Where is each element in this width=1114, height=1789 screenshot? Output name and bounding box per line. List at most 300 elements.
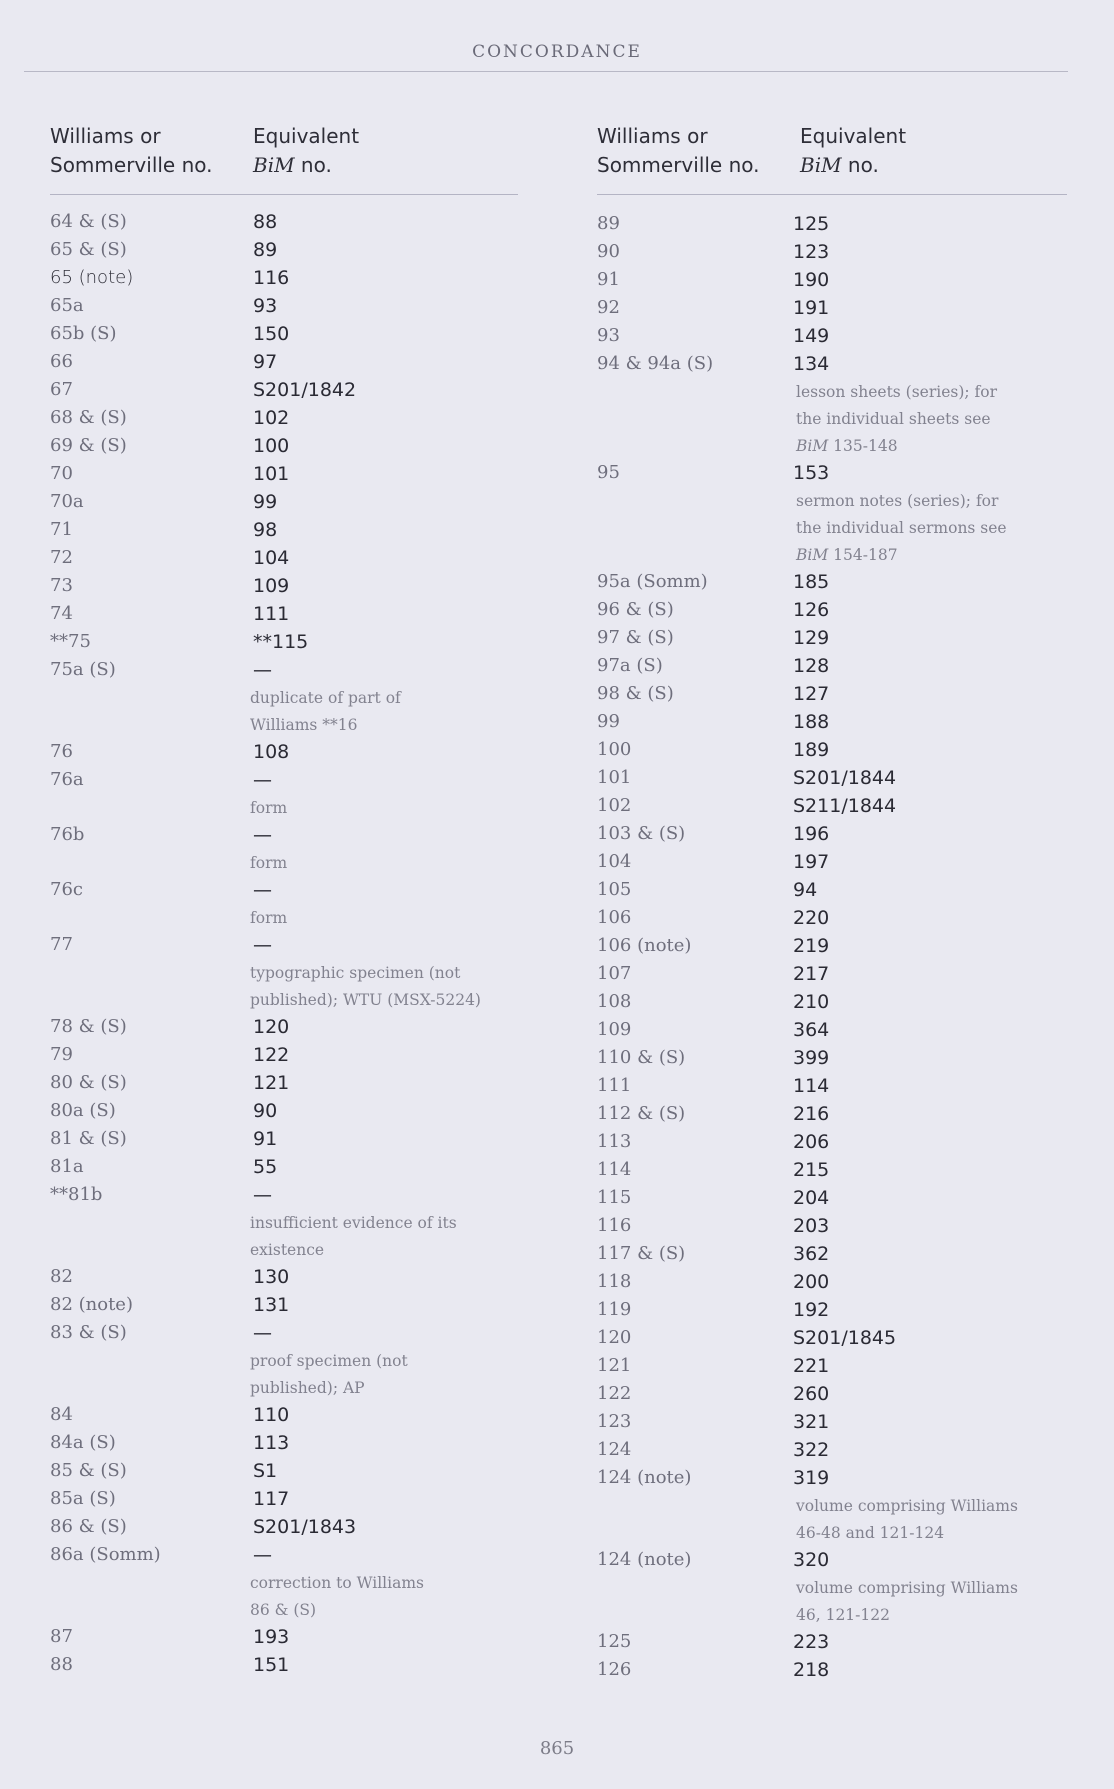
table-row <box>50 601 518 629</box>
williams-number: 90 <box>597 241 620 262</box>
bim-header-italic: BiM <box>800 153 842 177</box>
bim-number: — <box>253 1322 272 1344</box>
table-row <box>50 1458 518 1486</box>
williams-number: 65 (note) <box>50 267 134 288</box>
bim-number: 193 <box>253 1626 290 1648</box>
table-row <box>50 1126 518 1154</box>
williams-number: 71 <box>50 519 73 540</box>
row-note-line: typographic specimen (not <box>250 964 461 982</box>
bim-number: 120 <box>253 1016 290 1038</box>
table-row <box>597 653 1067 681</box>
bim-number: 151 <box>253 1654 290 1676</box>
table-row <box>50 209 518 237</box>
williams-number: 67 <box>50 379 73 400</box>
table-row <box>50 1624 518 1652</box>
williams-number: 123 <box>597 1411 632 1432</box>
table-row <box>50 1182 518 1210</box>
williams-number: 119 <box>597 1299 632 1320</box>
table-row <box>597 1409 1067 1437</box>
bim-number: 204 <box>793 1187 830 1209</box>
table-row <box>597 1353 1067 1381</box>
row-note-line: form <box>250 909 288 927</box>
williams-number: 115 <box>597 1187 632 1208</box>
table-row <box>597 239 1067 267</box>
row-note-line: form <box>250 854 288 872</box>
table-row <box>597 1325 1067 1353</box>
table-row <box>50 293 518 321</box>
table-row <box>50 573 518 601</box>
williams-number: 84a (S) <box>50 1432 116 1453</box>
row-note <box>50 795 518 822</box>
williams-number: 116 <box>597 1215 632 1236</box>
table-row <box>597 793 1067 821</box>
row-note-line: insufficient evidence of its <box>250 1214 457 1232</box>
williams-number: 102 <box>597 795 632 816</box>
table-row <box>597 1101 1067 1129</box>
bim-number: 150 <box>253 323 290 345</box>
bim-number: 218 <box>793 1659 830 1681</box>
row-note-line: lesson sheets (series); for <box>796 383 998 401</box>
bim-number: — <box>253 1544 272 1566</box>
table-row <box>597 1073 1067 1101</box>
bim-number: — <box>253 934 272 956</box>
row-note <box>50 850 518 877</box>
row-note <box>597 379 1067 460</box>
williams-number: 125 <box>597 1631 632 1652</box>
williams-number: 92 <box>597 297 620 318</box>
williams-number: 76a <box>50 769 84 790</box>
williams-number: 107 <box>597 963 632 984</box>
bim-number: 217 <box>793 963 830 985</box>
williams-number: **75 <box>50 631 91 652</box>
row-note-line: the individual sheets see <box>796 410 991 428</box>
bim-number: 99 <box>253 491 278 513</box>
table-row <box>597 877 1067 905</box>
table-row <box>597 351 1067 379</box>
row-note-line: published); AP <box>250 1379 365 1397</box>
table-row <box>50 265 518 293</box>
table-row <box>597 295 1067 323</box>
bim-number: 149 <box>793 325 830 347</box>
williams-number: 86 & (S) <box>50 1516 127 1537</box>
bim-number: 362 <box>793 1243 830 1265</box>
bim-number: 93 <box>253 295 278 317</box>
table-row <box>597 1045 1067 1073</box>
bim-number: 101 <box>253 463 290 485</box>
row-note <box>597 488 1067 569</box>
bim-number: 104 <box>253 547 290 569</box>
williams-number: 73 <box>50 575 73 596</box>
williams-number: 97a (S) <box>597 655 663 676</box>
table-row <box>597 681 1067 709</box>
williams-number: 122 <box>597 1383 632 1404</box>
bim-number: 122 <box>253 1044 290 1066</box>
table-row <box>597 267 1067 295</box>
williams-number: 106 <box>597 907 632 928</box>
williams-header <box>50 122 213 180</box>
williams-number: 105 <box>597 879 632 900</box>
williams-number: 66 <box>50 351 73 372</box>
right-rows <box>597 211 1067 1685</box>
table-row <box>597 905 1067 933</box>
williams-number: 80a (S) <box>50 1100 116 1121</box>
bim-number: 203 <box>793 1215 830 1237</box>
table-row <box>50 1542 518 1570</box>
williams-number: 74 <box>50 603 73 624</box>
bim-number: S1 <box>253 1460 278 1482</box>
row-note-line: the individual sermons see <box>796 519 1007 537</box>
row-note <box>50 685 518 739</box>
table-row <box>597 1297 1067 1325</box>
williams-number: 76b <box>50 824 85 845</box>
table-row <box>50 1430 518 1458</box>
table-row <box>50 822 518 850</box>
row-note-line: published); WTU (MSX-5224) <box>250 991 481 1009</box>
table-row <box>50 1514 518 1542</box>
bim-number: 89 <box>253 239 278 261</box>
table-row <box>597 1547 1067 1575</box>
row-note-line: existence <box>250 1241 325 1259</box>
williams-number: 94 & 94a (S) <box>597 353 714 374</box>
williams-number: 117 & (S) <box>597 1243 686 1264</box>
bim-number: 219 <box>793 935 830 957</box>
bim-number: 90 <box>253 1100 278 1122</box>
williams-number: 83 & (S) <box>50 1322 127 1343</box>
williams-number: 81 & (S) <box>50 1128 127 1149</box>
table-row <box>50 1402 518 1430</box>
table-row <box>597 933 1067 961</box>
bim-number: 260 <box>793 1383 830 1405</box>
bim-number: 153 <box>793 462 830 484</box>
table-row <box>597 323 1067 351</box>
williams-number: 89 <box>597 213 620 234</box>
bim-header-rest: no. <box>841 153 879 177</box>
williams-number: 113 <box>597 1131 632 1152</box>
bim-number: 108 <box>253 741 290 763</box>
bim-number: 97 <box>253 351 278 373</box>
williams-number: 120 <box>597 1327 632 1348</box>
williams-header-line1: Williams or <box>50 124 161 148</box>
williams-number: 70a <box>50 491 84 512</box>
bim-number: 322 <box>793 1439 830 1461</box>
williams-number: 76c <box>50 879 83 900</box>
row-note-line: 86 & (S) <box>250 1601 317 1619</box>
row-note <box>50 1348 518 1402</box>
bim-number: S201/1845 <box>793 1327 897 1349</box>
williams-number: 126 <box>597 1659 632 1680</box>
row-note-line: proof specimen (not <box>250 1352 408 1370</box>
bim-header-italic: BiM <box>253 153 295 177</box>
bim-number: — <box>253 824 272 846</box>
williams-number: 111 <box>597 1075 632 1096</box>
table-row <box>597 597 1067 625</box>
row-note-line: BiM 154-187 <box>796 546 898 564</box>
table-row <box>597 821 1067 849</box>
table-row <box>597 961 1067 989</box>
table-row <box>50 1098 518 1126</box>
williams-number: 99 <box>597 711 620 732</box>
williams-number: 96 & (S) <box>597 599 674 620</box>
bim-number: 192 <box>793 1299 830 1321</box>
table-row <box>597 1437 1067 1465</box>
table-row <box>50 1652 518 1680</box>
row-note-line: BiM 135-148 <box>796 437 898 455</box>
table-row <box>597 1213 1067 1241</box>
williams-number: 85a (S) <box>50 1488 116 1509</box>
table-row <box>597 849 1067 877</box>
page-number: 865 <box>539 1738 575 1759</box>
williams-number: 103 & (S) <box>597 823 686 844</box>
bim-number: 128 <box>793 655 830 677</box>
bim-number: — <box>253 879 272 901</box>
table-row <box>597 1241 1067 1269</box>
bim-number: — <box>253 1184 272 1206</box>
table-row <box>50 489 518 517</box>
bim-number: 117 <box>253 1488 290 1510</box>
williams-number: 78 & (S) <box>50 1016 127 1037</box>
table-row <box>597 989 1067 1017</box>
table-row <box>50 517 518 545</box>
table-row <box>50 349 518 377</box>
running-head: CONCORDANCE <box>472 42 642 62</box>
bim-number: 111 <box>253 603 290 625</box>
bim-number: 130 <box>253 1266 290 1288</box>
williams-number: 118 <box>597 1271 632 1292</box>
table-row <box>597 1269 1067 1297</box>
bim-number: 131 <box>253 1294 290 1316</box>
bim-number: 55 <box>253 1156 278 1178</box>
williams-number: 69 & (S) <box>50 435 127 456</box>
williams-header-line1: Williams or <box>597 124 708 148</box>
williams-number: 65b (S) <box>50 323 117 344</box>
left-rows <box>50 209 518 1680</box>
bim-number: 319 <box>793 1467 830 1489</box>
williams-number: 108 <box>597 991 632 1012</box>
bim-number: 215 <box>793 1159 830 1181</box>
bim-number: **115 <box>253 631 309 653</box>
bim-header <box>253 122 359 180</box>
bim-number: 123 <box>793 241 830 263</box>
williams-number: 88 <box>50 1654 73 1675</box>
williams-number: 121 <box>597 1355 632 1376</box>
row-note-line: Williams **16 <box>250 716 358 734</box>
bim-number: 223 <box>793 1631 830 1653</box>
williams-header-line2: Sommerville no. <box>50 153 213 177</box>
bim-number: 188 <box>793 711 830 733</box>
table-row <box>50 767 518 795</box>
table-row <box>50 433 518 461</box>
table-row <box>597 1017 1067 1045</box>
bim-number: — <box>253 659 272 681</box>
williams-header <box>597 122 760 180</box>
table-row <box>597 1185 1067 1213</box>
bim-number: 200 <box>793 1271 830 1293</box>
bim-number: 116 <box>253 267 290 289</box>
left-column-header <box>50 122 518 195</box>
bim-number: 109 <box>253 575 290 597</box>
table-row <box>597 1129 1067 1157</box>
bim-number: 127 <box>793 683 830 705</box>
row-note-line: 46-48 and 121-124 <box>796 1524 945 1542</box>
williams-number: 100 <box>597 739 632 760</box>
williams-number: 104 <box>597 851 632 872</box>
table-row <box>50 932 518 960</box>
table-row <box>597 625 1067 653</box>
row-note <box>50 1570 518 1624</box>
table-row <box>50 1070 518 1098</box>
right-column-header <box>597 122 1067 195</box>
bim-number: 320 <box>793 1549 830 1571</box>
table-row <box>597 1657 1067 1685</box>
row-note-line: volume comprising Williams <box>796 1579 1018 1597</box>
row-note-line: sermon notes (series); for <box>796 492 999 510</box>
bim-number: 321 <box>793 1411 830 1433</box>
williams-number: 79 <box>50 1044 73 1065</box>
bim-number: 220 <box>793 907 830 929</box>
bim-number: 113 <box>253 1432 290 1454</box>
row-note-line: correction to Williams <box>250 1574 424 1592</box>
bim-number: 221 <box>793 1355 830 1377</box>
bim-number: 196 <box>793 823 830 845</box>
bim-number: 94 <box>793 879 818 901</box>
bim-number: 98 <box>253 519 278 541</box>
row-note <box>597 1493 1067 1547</box>
bim-number: 88 <box>253 211 278 233</box>
table-row <box>50 461 518 489</box>
williams-number: 84 <box>50 1404 73 1425</box>
williams-number: 124 <box>597 1439 632 1460</box>
williams-number: 95a (Somm) <box>597 571 708 592</box>
bim-number: 110 <box>253 1404 290 1426</box>
bim-number: 121 <box>253 1072 290 1094</box>
bim-number: 189 <box>793 739 830 761</box>
table-row <box>50 1292 518 1320</box>
bim-header-rest: no. <box>294 153 332 177</box>
bim-number: 216 <box>793 1103 830 1125</box>
williams-number: 82 (note) <box>50 1294 133 1315</box>
williams-number: **81b <box>50 1184 103 1205</box>
table-row <box>597 1465 1067 1493</box>
row-note <box>50 1210 518 1264</box>
bim-number: S201/1842 <box>253 379 357 401</box>
table-row <box>50 1264 518 1292</box>
bim-number: 125 <box>793 213 830 235</box>
row-note <box>50 905 518 932</box>
williams-number: 112 & (S) <box>597 1103 686 1124</box>
williams-number: 101 <box>597 767 632 788</box>
williams-number: 85 & (S) <box>50 1460 127 1481</box>
williams-number: 81a <box>50 1156 84 1177</box>
williams-number: 109 <box>597 1019 632 1040</box>
williams-number: 106 (note) <box>597 935 692 956</box>
williams-number: 70 <box>50 463 73 484</box>
table-row <box>597 765 1067 793</box>
table-row <box>597 569 1067 597</box>
table-row <box>597 211 1067 239</box>
bim-number: — <box>253 769 272 791</box>
row-note <box>50 960 518 1014</box>
table-row <box>50 739 518 767</box>
table-row <box>50 237 518 265</box>
table-row <box>50 321 518 349</box>
williams-number: 91 <box>597 269 620 290</box>
williams-number: 80 & (S) <box>50 1072 127 1093</box>
williams-number: 114 <box>597 1159 632 1180</box>
bim-number: S201/1843 <box>253 1516 357 1538</box>
row-note-line: duplicate of part of <box>250 689 401 707</box>
right-column <box>597 122 1067 1685</box>
table-row <box>597 737 1067 765</box>
table-row <box>50 657 518 685</box>
table-row <box>50 405 518 433</box>
bim-number: 102 <box>253 407 290 429</box>
bim-number: 114 <box>793 1075 830 1097</box>
table-row <box>50 877 518 905</box>
table-row <box>597 460 1067 488</box>
williams-number: 75a (S) <box>50 659 116 680</box>
bim-header-line1: Equivalent <box>800 124 907 148</box>
bim-number: 190 <box>793 269 830 291</box>
row-note-line: form <box>250 799 288 817</box>
williams-number: 93 <box>597 325 620 346</box>
bim-number: 364 <box>793 1019 830 1041</box>
table-row <box>597 1629 1067 1657</box>
table-row <box>50 377 518 405</box>
table-row <box>50 1014 518 1042</box>
bim-number: S201/1844 <box>793 767 897 789</box>
williams-number: 87 <box>50 1626 73 1647</box>
left-column <box>50 122 518 1680</box>
row-note-line: 46, 121-122 <box>796 1606 890 1624</box>
williams-number: 82 <box>50 1266 73 1287</box>
williams-number: 68 & (S) <box>50 407 127 428</box>
williams-header-line2: Sommerville no. <box>597 153 760 177</box>
williams-number: 76 <box>50 741 73 762</box>
table-row <box>50 1320 518 1348</box>
table-row <box>597 709 1067 737</box>
bim-number: 126 <box>793 599 830 621</box>
williams-number: 65 & (S) <box>50 239 127 260</box>
williams-number: 64 & (S) <box>50 211 127 232</box>
head-rule <box>24 71 1068 72</box>
williams-number: 65a <box>50 295 84 316</box>
bim-header <box>800 122 906 180</box>
bim-number: 191 <box>793 297 830 319</box>
row-note <box>597 1575 1067 1629</box>
williams-number: 124 (note) <box>597 1467 692 1488</box>
table-row <box>50 1486 518 1514</box>
table-row <box>50 1042 518 1070</box>
bim-number: 399 <box>793 1047 830 1069</box>
williams-number: 86a (Somm) <box>50 1544 161 1565</box>
bim-number: 129 <box>793 627 830 649</box>
bim-number: 210 <box>793 991 830 1013</box>
table-row <box>597 1381 1067 1409</box>
table-row <box>50 1154 518 1182</box>
williams-number: 98 & (S) <box>597 683 674 704</box>
bim-number: 197 <box>793 851 830 873</box>
williams-number: 77 <box>50 934 73 955</box>
table-row <box>597 1157 1067 1185</box>
williams-number: 95 <box>597 462 620 483</box>
bim-number: 91 <box>253 1128 278 1150</box>
bim-header-line1: Equivalent <box>253 124 360 148</box>
williams-number: 72 <box>50 547 73 568</box>
bim-number: 134 <box>793 353 830 375</box>
williams-number: 110 & (S) <box>597 1047 686 1068</box>
williams-number: 97 & (S) <box>597 627 674 648</box>
bim-number: 100 <box>253 435 290 457</box>
